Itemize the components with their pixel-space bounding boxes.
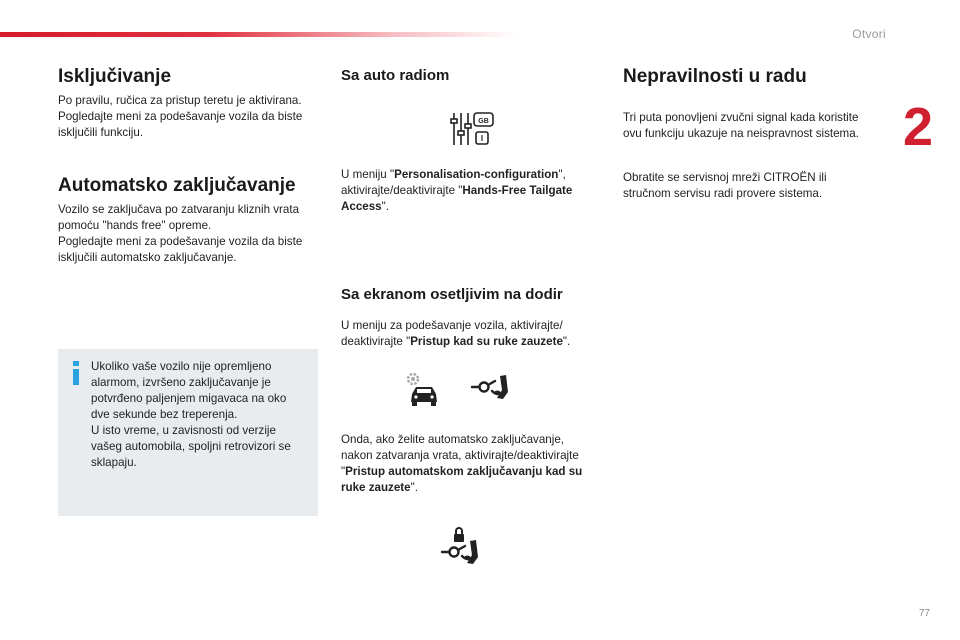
info-icon <box>70 361 82 385</box>
paragraph-automatsko <box>58 202 328 266</box>
text-line: sklapaju. <box>91 456 137 469</box>
page-number: 77 <box>918 608 930 619</box>
text: ". <box>562 335 571 348</box>
text-line: Vozilo se zaključava po zatvaranju kliznih vrata <box>58 203 300 216</box>
menu-name: Personalisation-configuration <box>394 168 559 181</box>
text: ". <box>381 200 389 213</box>
function-name: Pristup automatskom zaključavanju kad su <box>345 465 583 478</box>
text-line <box>341 480 621 496</box>
text-line <box>341 334 616 350</box>
text: ". <box>410 481 418 494</box>
text-line <box>341 464 621 480</box>
paragraph-radio <box>341 167 611 215</box>
info-box <box>58 349 318 516</box>
text-line: U meniju za podešavanje vozila, aktivirajte/ <box>341 319 563 332</box>
section-tag: Otvori <box>852 27 886 41</box>
function-name: ruke zauzete <box>341 481 411 494</box>
text-line <box>341 167 611 183</box>
text-line: isključili funkciju. <box>58 126 144 139</box>
text-line <box>341 199 611 215</box>
text: " <box>341 465 346 478</box>
text-line: Ukoliko vaše vozilo nije opremljeno <box>91 360 272 373</box>
text-line: Po pravilu, ručica za pristup teretu je aktivirana. <box>58 94 302 107</box>
text-line <box>341 183 611 199</box>
text-line: U isto vreme, u zavisnosti od verzije <box>91 424 276 437</box>
auto-lock-hands-free-icon <box>440 526 482 566</box>
function-name: Access <box>341 200 382 213</box>
text-line: potvrđeno paljenjem migavaca na oko <box>91 392 287 405</box>
text-line: dve sekunde bez treperenja. <box>91 408 238 421</box>
text-line: alarmom, izvršeno zaključavanje je <box>91 376 271 389</box>
heading-nepravilnosti: Nepravilnosti u radu <box>623 66 807 87</box>
hands-free-access-icon <box>470 372 512 402</box>
text-line: stručnom servisu radi provere sistema. <box>623 187 823 200</box>
function-name: Hands-Free Tailgate <box>462 184 573 197</box>
info-text <box>91 359 311 471</box>
paragraph-touchscreen <box>341 318 616 350</box>
text: aktivirajte/deaktivirajte " <box>341 184 463 197</box>
text: deaktivirajte " <box>341 335 411 348</box>
heading-iskljucivanje: Isključivanje <box>58 66 172 87</box>
heading-automatsko-zakljucavanje: Automatsko zaključavanje <box>58 175 296 196</box>
text-line: Pogledajte meni za podešavanje vozila da biste <box>58 235 303 248</box>
paragraph-malfunction <box>623 110 893 142</box>
text: ", <box>558 168 566 181</box>
text-line: nakon zatvaranja vrata, aktivirajte/deaktivirajte <box>341 449 579 462</box>
text-line: vašeg automobila, spoljni retrovizori se <box>91 440 291 453</box>
text-line: Onda, ako želite automatsko zaključavanje, <box>341 433 564 446</box>
text-line: pomoću "hands free" opreme. <box>58 219 212 232</box>
text-line: Tri puta ponovljeni zvučni signal kada koristite <box>623 111 859 124</box>
car-settings-icon <box>404 370 442 408</box>
function-name: Pristup kad su ruke zauzete <box>410 335 563 348</box>
text: U meniju " <box>341 168 395 181</box>
radio-icon-label-top: GB <box>478 118 489 125</box>
text-line: Pogledajte meni za podešavanje vozila da biste <box>58 110 303 123</box>
radio-settings-icon <box>449 111 495 147</box>
paragraph-service <box>623 170 893 202</box>
text-line: isključili automatsko zaključavanje. <box>58 251 237 264</box>
heading-sa-auto-radiom: Sa auto radiom <box>341 67 450 84</box>
chapter-number: 2 <box>903 97 934 157</box>
paragraph-iskljucivanje <box>58 93 328 141</box>
text-line: Obratite se servisnoj mreži CITROËN ili <box>623 171 827 184</box>
header-accent-bar <box>0 32 520 37</box>
paragraph-auto-lock <box>341 432 621 496</box>
text-line: ovu funkciju ukazuje na neispravnost sistema. <box>623 127 859 140</box>
heading-sa-ekranom: Sa ekranom osetljivim na dodir <box>341 286 563 303</box>
radio-icon-label-bottom: I <box>480 134 484 143</box>
